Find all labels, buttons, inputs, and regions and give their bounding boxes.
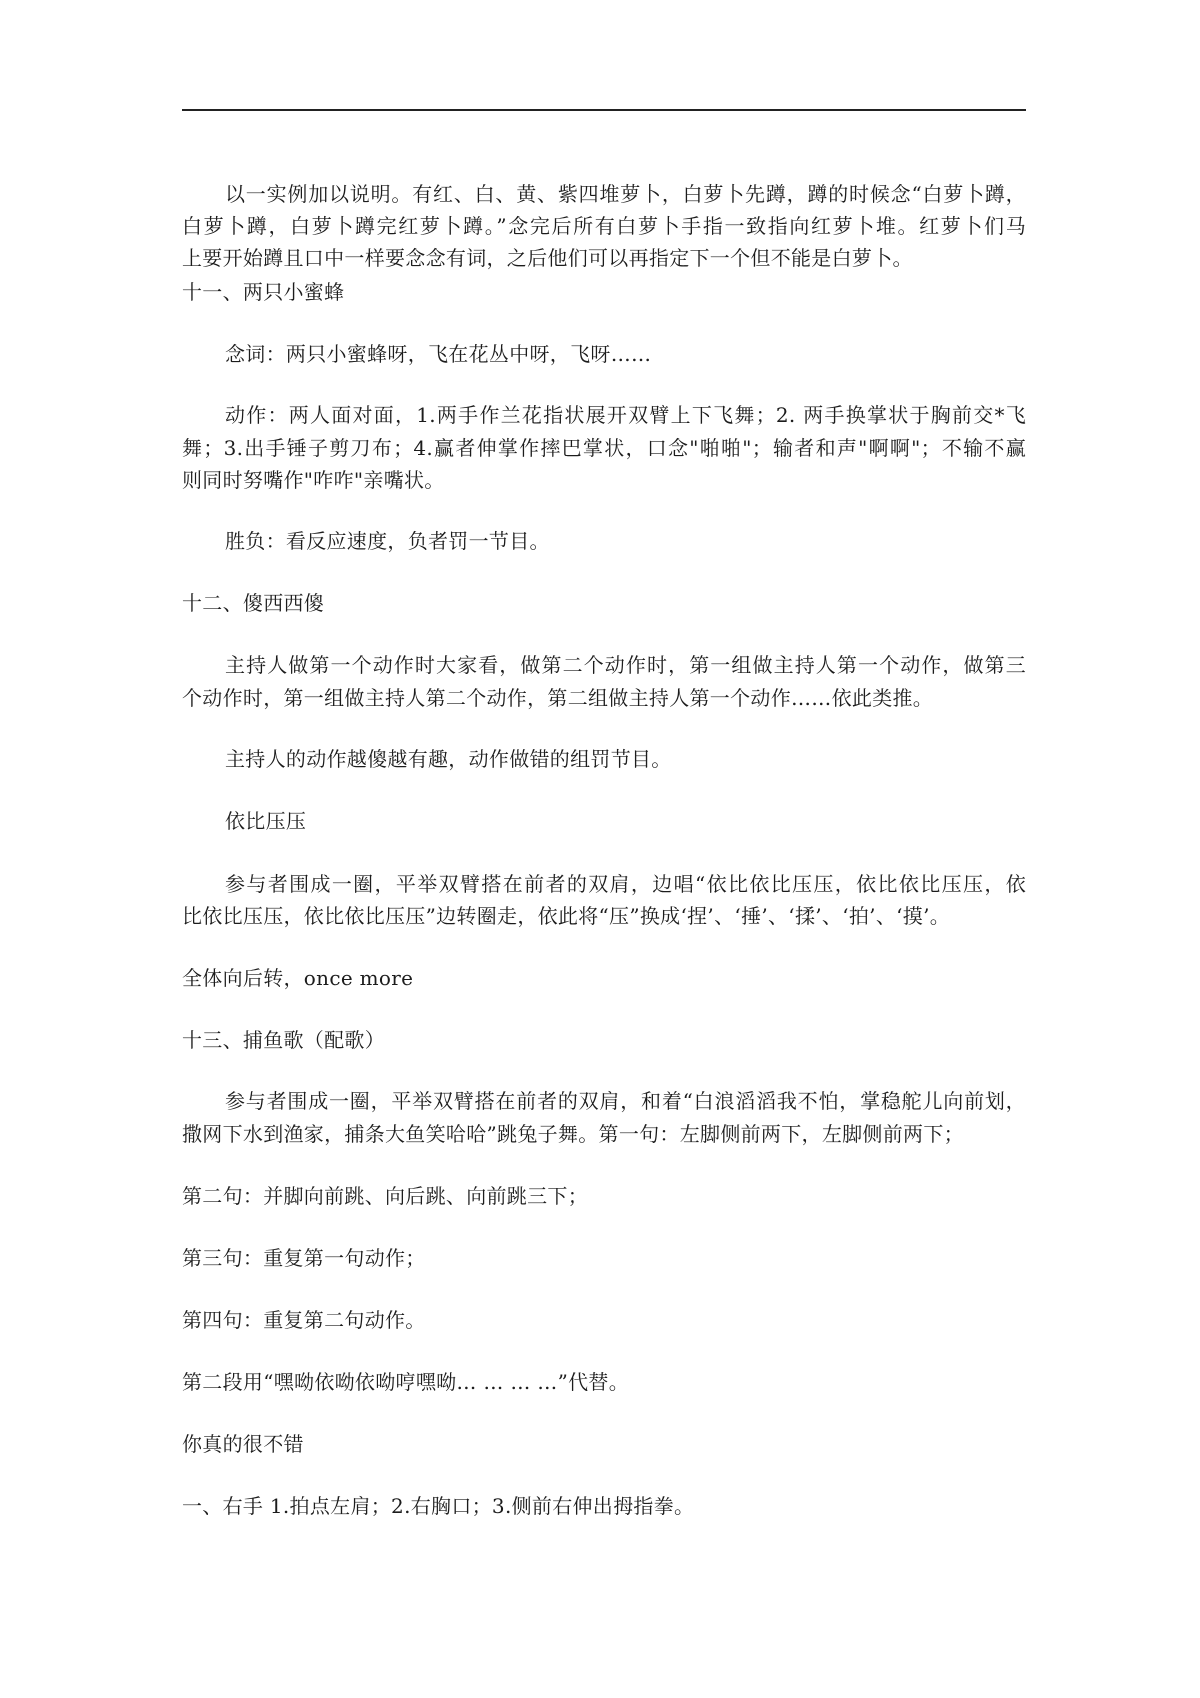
paragraph-line: 全体向后转，once more xyxy=(182,966,414,990)
paragraph-line: 第四句：重复第二句动作。 xyxy=(182,1308,426,1332)
paragraph-line: 则同时努嘴作"咋咋"亲嘴状。 xyxy=(182,468,445,492)
paragraph-line: 个动作时，第一组做主持人第二个动作，第二组做主持人第一个动作……依此类推。 xyxy=(182,686,934,710)
paragraph-line: 胜负：看反应速度，负者罚一节目。 xyxy=(225,529,550,553)
paragraph-line: 上要开始蹲且口中一样要念念有词，之后他们可以再指定下一个但不能是白萝卜。 xyxy=(182,246,913,270)
section-heading: 十二、傻西西傻 xyxy=(182,591,325,615)
paragraph-line: 白萝卜蹲，白萝卜蹲完红萝卜蹲。”念完后所有白萝卜手指一致指向红萝卜堆。红萝卜们马 xyxy=(182,214,1026,238)
paragraph-line: 参与者围成一圈，平举双臂搭在前者的双肩，边唱“依比依比压压，依比依比压压，依 xyxy=(225,872,1026,896)
paragraph-line: 比依比压压，依比依比压压”边转圈走，依此将“压”换成‘捏’、‘捶’、‘揉’、‘拍’、‘摸’。 xyxy=(182,904,951,928)
paragraph-line: 主持人的动作越傻越有趣，动作做错的组罚节目。 xyxy=(225,747,672,771)
section-heading: 十三、捕鱼歌（配歌） xyxy=(182,1028,385,1052)
paragraph-line: 撒网下水到渔家，捕条大鱼笑哈哈”跳兔子舞。第一句：左脚侧前两下，左脚侧前两下； xyxy=(182,1122,964,1146)
paragraph-line: 第二段用“嘿呦依呦依呦哼嘿呦… … … …”代替。 xyxy=(182,1370,630,1394)
paragraph-line: 动作：两人面对面，1.两手作兰花指状展开双臂上下飞舞；2. 两手换掌状于胸前交*飞 xyxy=(225,403,1026,427)
paragraph-line: 主持人做第一个动作时大家看，做第二个动作时，第一组做主持人第一个动作，做第三 xyxy=(225,653,1026,677)
header-rule xyxy=(182,109,1026,111)
paragraph-line: 念词：两只小蜜蜂呀，飞在花丛中呀，飞呀…… xyxy=(225,342,652,366)
section-heading: 十一、两只小蜜蜂 xyxy=(182,280,345,304)
paragraph-line: 第二句：并脚向前跳、向后跳、向前跳三下； xyxy=(182,1184,588,1208)
paragraph-line: 舞；3.出手锤子剪刀布；4.赢者伸掌作摔巴掌状，口念"啪啪"；输者和声"啊啊"；不输不赢 xyxy=(182,436,1026,460)
paragraph-line: 参与者围成一圈，平举双臂搭在前者的双肩，和着“白浪滔滔我不怕，掌稳舵儿向前划， xyxy=(225,1089,1026,1113)
section-heading: 你真的很不错 xyxy=(182,1432,304,1456)
paragraph-line: 第三句：重复第一句动作； xyxy=(182,1246,426,1270)
paragraph-line: 一、右手 1.拍点左肩；2.右胸口；3.侧前右伸出拇指拳。 xyxy=(182,1494,695,1518)
paragraph-line: 以一实例加以说明。有红、白、黄、紫四堆萝卜，白萝卜先蹲，蹲的时候念“白萝卜蹲， xyxy=(225,182,1026,206)
section-heading: 依比压压 xyxy=(225,809,307,833)
